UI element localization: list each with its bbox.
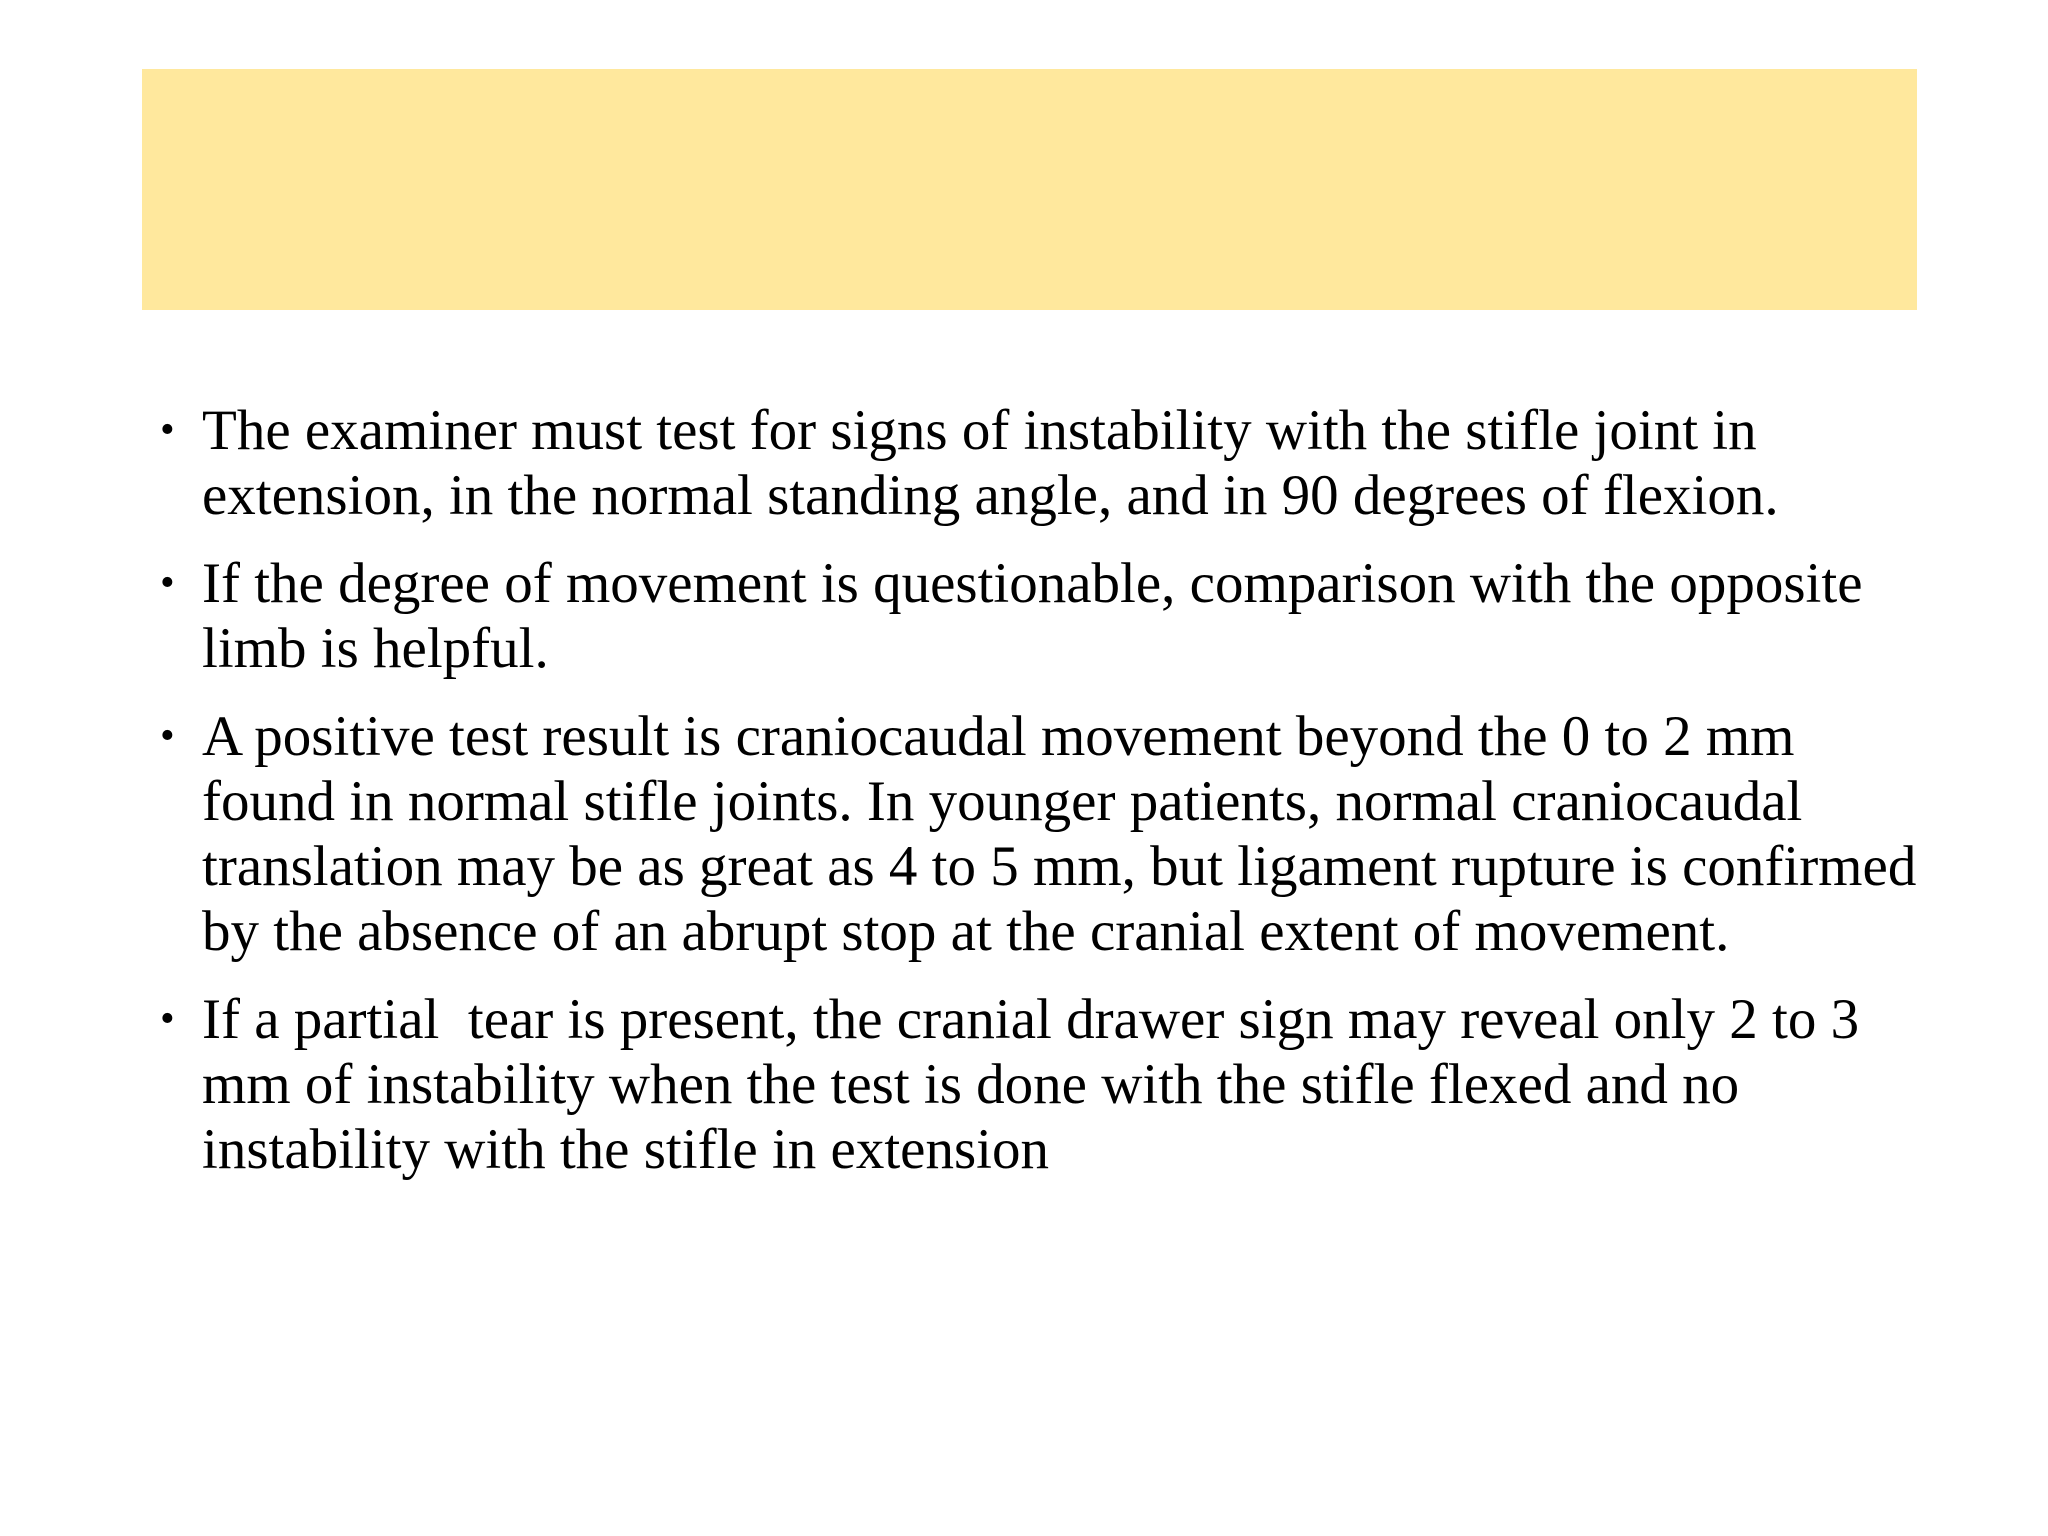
bullet-item: [160, 704, 1931, 964]
title-band: [142, 69, 1917, 310]
bullet-icon: •: [160, 713, 175, 759]
bullet-text: A positive test result is craniocaudal movement beyond the 0 to 2 mm found in normal stifle joints. In younger patients, normal craniocaudal translation may be as great as 4 to 5 mm, but ligament rupture is confirmed by the absence of an abrupt stop at the cranial extent of movement.: [202, 705, 1931, 963]
bullet-item: [160, 398, 1920, 528]
bullet-icon: •: [160, 996, 175, 1042]
bullet-text: If the degree of movement is questionable, comparison with the opposite limb is helpful.: [202, 552, 1877, 680]
bullet-icon: •: [160, 560, 175, 606]
bullet-text: If a partial tear is present, the cranial drawer sign may reveal only 2 to 3 mm of instability when the test is done with the stifle flexed and no instability with the stifle in extension: [202, 988, 1874, 1181]
bullet-text: The examiner must test for signs of instability with the stifle joint in extension, in the normal standing angle, and in 90 degrees of flexion.: [202, 399, 1779, 527]
bullet-icon: •: [160, 407, 175, 453]
bullet-item: [160, 987, 1920, 1182]
slide-content: [160, 398, 1931, 1205]
bullet-list: [160, 398, 1931, 1182]
bullet-item: [160, 551, 1920, 681]
